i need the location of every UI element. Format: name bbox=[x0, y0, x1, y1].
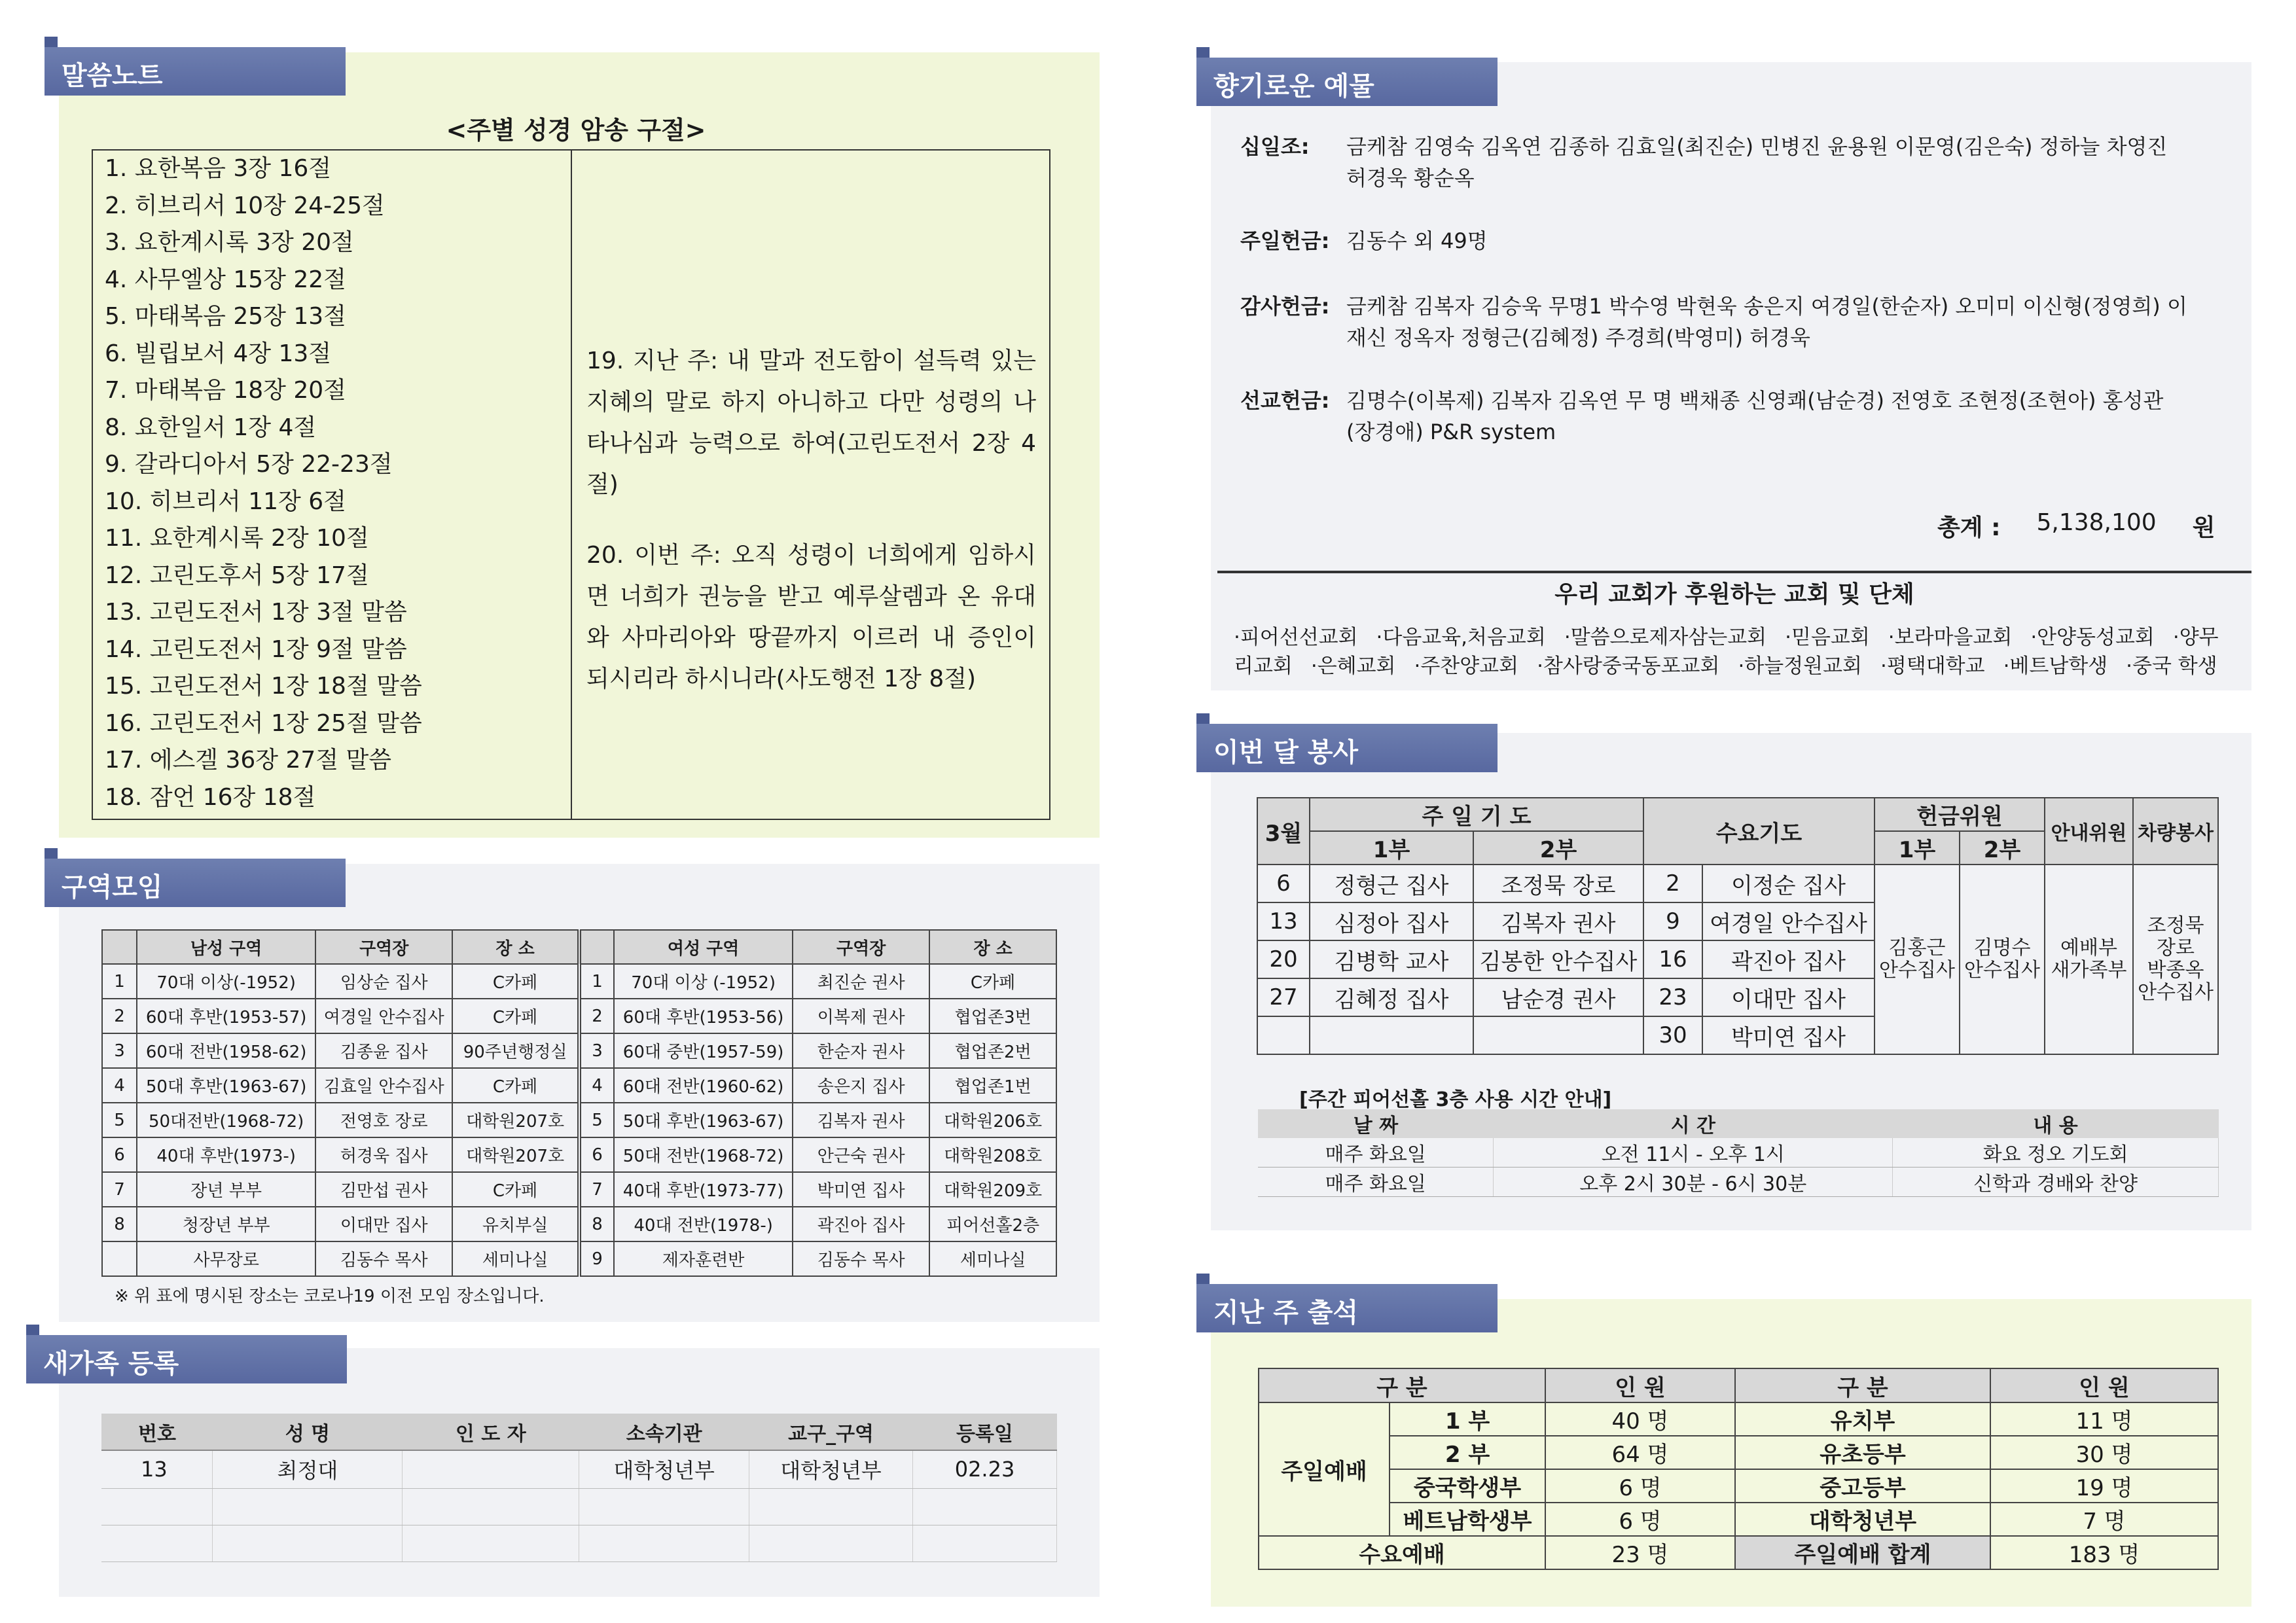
district-row bbox=[102, 1068, 1056, 1103]
att-left-cat: 중국학생부 bbox=[1390, 1469, 1545, 1503]
att-num-header: 인 원 bbox=[1545, 1368, 1735, 1402]
service-cell bbox=[1473, 1016, 1643, 1054]
verse-item: 11. 요한계시록 2장 10절 bbox=[105, 525, 369, 552]
support-item: ·베트남학생 bbox=[2003, 654, 2108, 678]
men-cell: 장년 부부 bbox=[137, 1172, 315, 1207]
wed-prayer-header: 수요기도 bbox=[1643, 798, 1874, 865]
support-item: ·하늘정원교회 bbox=[1738, 654, 1862, 678]
women-cell: 이복제 권사 bbox=[793, 999, 929, 1033]
men-cell: C카페 bbox=[452, 964, 579, 999]
district-tab: 구역모임 bbox=[45, 859, 346, 907]
verse-item: 4. 사무엘상 15장 22절 bbox=[105, 266, 346, 293]
support-item: ·주찬양교회 bbox=[1414, 654, 1519, 678]
men-cell: 김효일 안수집사 bbox=[315, 1068, 452, 1103]
total-unit: 원 bbox=[2192, 514, 2215, 541]
newcomer-empty-cell bbox=[403, 1525, 579, 1561]
women-header-cell bbox=[579, 930, 614, 964]
men-cell: 대학원207호 bbox=[452, 1103, 579, 1137]
offering-names: 금케참 김복자 김승욱 무명1 박수영 박현욱 송은지 여경일(한순자) 오미미 이신형(정영희) 이재신 정옥자 정형근(김혜정) 주경희(박영미) 허경욱 bbox=[1346, 294, 2187, 350]
women-header-cell: 구역장 bbox=[793, 930, 929, 964]
newcomer-empty-cell bbox=[579, 1525, 749, 1561]
men-cell bbox=[102, 1241, 137, 1276]
women-cell: 40대 전반(1978-) bbox=[614, 1207, 793, 1241]
men-cell: 50대전반(1968-72) bbox=[137, 1103, 315, 1137]
service-cell: 박미연 집사 bbox=[1702, 1016, 1874, 1054]
offering-names: 김동수 외 49명 bbox=[1346, 228, 1488, 253]
sunday-prayer-header: 주 일 기 도 bbox=[1310, 798, 1643, 831]
offering-total bbox=[1937, 509, 2215, 543]
newcomer-header-row bbox=[101, 1414, 1057, 1450]
district-row bbox=[102, 1033, 1056, 1068]
att-left-num: 6 명 bbox=[1545, 1503, 1735, 1536]
support-item: ·보라마을교회 bbox=[1888, 626, 2013, 649]
newcomer-header-cell: 등록일 bbox=[913, 1414, 1057, 1450]
verse-list bbox=[93, 151, 572, 819]
attendance-row bbox=[1259, 1402, 2218, 1436]
men-cell: 60대 전반(1958-62) bbox=[137, 1033, 315, 1068]
newcomer-empty-cell bbox=[749, 1488, 913, 1525]
newcomer-empty-cell bbox=[913, 1525, 1057, 1561]
service-cell: 김혜정 집사 bbox=[1310, 978, 1473, 1016]
women-cell: 협업존2번 bbox=[929, 1033, 1056, 1068]
verse-item: 6. 빌립보서 4장 13절 bbox=[105, 340, 332, 367]
support-item: ·참사랑중국동포교회 bbox=[1537, 654, 1720, 678]
women-cell: 1 bbox=[579, 964, 614, 999]
offering-1bu-header: 1부 bbox=[1874, 831, 1960, 865]
men-cell: 60대 후반(1953-57) bbox=[137, 999, 315, 1033]
att-right-num: 11 명 bbox=[1990, 1402, 2218, 1436]
support-line-1 bbox=[1234, 620, 2237, 650]
support-item: ·중국 학생 bbox=[2126, 654, 2217, 678]
newcomer-empty-cell bbox=[749, 1525, 913, 1561]
women-cell: 60대 중반(1957-59) bbox=[614, 1033, 793, 1068]
verse-item: 16. 고린도전서 1장 25절 말씀 bbox=[105, 709, 422, 737]
women-cell: 3 bbox=[579, 1033, 614, 1068]
offering-label: 주일헌금: bbox=[1240, 228, 1330, 253]
verse-item: 3. 요한계시록 3장 20절 bbox=[105, 229, 354, 256]
newcomer-row bbox=[101, 1450, 1057, 1488]
verse-item: 15. 고린도전서 1장 18절 말씀 bbox=[105, 673, 422, 700]
women-header-cell: 장 소 bbox=[929, 930, 1056, 964]
women-cell: 협업존3번 bbox=[929, 999, 1056, 1033]
men-cell: 90주년행정실 bbox=[452, 1033, 579, 1068]
verse-box bbox=[92, 149, 1050, 820]
hall-title: [주간 피어선홀 3층 사용 시간 안내] bbox=[1299, 1088, 1612, 1111]
verse-item: 14. 고린도전서 1장 9절 말씀 bbox=[105, 635, 407, 663]
men-cell: 70대 이상(-1952) bbox=[137, 964, 315, 999]
verse-item: 9. 갈라디아서 5장 22-23절 bbox=[105, 451, 393, 478]
offering-list bbox=[1240, 131, 2191, 479]
men-cell: 이대만 집사 bbox=[315, 1207, 452, 1241]
service-cell: 조정묵 장로 bbox=[1473, 865, 1643, 902]
men-cell: 여경일 안수집사 bbox=[315, 999, 452, 1033]
service-cell: 9 bbox=[1643, 902, 1702, 940]
men-cell: 1 bbox=[102, 964, 137, 999]
women-cell: 안근숙 권사 bbox=[793, 1137, 929, 1172]
men-cell: 청장년 부부 bbox=[137, 1207, 315, 1241]
women-cell: 곽진아 집사 bbox=[793, 1207, 929, 1241]
men-cell: 허경욱 집사 bbox=[315, 1137, 452, 1172]
men-cell: 대학원207호 bbox=[452, 1137, 579, 1172]
men-cell: 전영호 장로 bbox=[315, 1103, 452, 1137]
men-cell: 세미나실 bbox=[452, 1241, 579, 1276]
men-cell: C카페 bbox=[452, 1172, 579, 1207]
verse-item: 7. 마태복음 18장 20절 bbox=[105, 377, 346, 404]
women-cell: 최진순 권사 bbox=[793, 964, 929, 999]
car-service-header: 차량봉사 bbox=[2133, 798, 2218, 865]
support-item: ·은혜교회 bbox=[1310, 654, 1396, 678]
newcomer-header-cell: 성 명 bbox=[213, 1414, 403, 1450]
support-item: ·말씀으로제자삼는교회 bbox=[1564, 626, 1767, 649]
women-cell: 4 bbox=[579, 1068, 614, 1103]
service-cell: 김병학 교사 bbox=[1310, 940, 1473, 978]
women-cell: 8 bbox=[579, 1207, 614, 1241]
men-header-cell: 남성 구역 bbox=[137, 930, 315, 964]
offering-label: 선교헌금: bbox=[1240, 388, 1330, 413]
women-cell: 50대 전반(1968-72) bbox=[614, 1137, 793, 1172]
newcomer-cell: 13 bbox=[101, 1450, 213, 1488]
verse-item: 1. 요한복음 3장 16절 bbox=[105, 155, 332, 182]
support-title: 우리 교회가 후원하는 교회 및 단체 bbox=[1554, 581, 1914, 608]
district-row bbox=[102, 964, 1056, 999]
hall-header-row bbox=[1258, 1109, 2219, 1138]
newcomer-empty-cell bbox=[579, 1488, 749, 1525]
newcomer-empty-cell bbox=[913, 1488, 1057, 1525]
attendance-row bbox=[1259, 1469, 2218, 1503]
total-value: 5,138,100 bbox=[2036, 509, 2157, 536]
men-cell: 3 bbox=[102, 1033, 137, 1068]
service-cell: 이정순 집사 bbox=[1702, 865, 1874, 902]
att-cat-header-2: 구 분 bbox=[1735, 1368, 1990, 1402]
att-num-header-2: 인 원 bbox=[1990, 1368, 2218, 1402]
newcomer-empty-cell bbox=[403, 1488, 579, 1525]
this-week-verse: 20. 이번 주: 오직 성령이 너희에게 임하시면 너희가 권능을 받고 예루살렘과 온 유대와 사마리아와 땅끝까지 이르러 내 증인이 되시리라 하시니라(사도행전 1장 8절) bbox=[586, 542, 1036, 692]
hall-cell: 화요 정오 기도회 bbox=[1893, 1138, 2219, 1168]
att-right-cat: 대학청년부 bbox=[1735, 1503, 1990, 1536]
service-row bbox=[1257, 865, 2218, 902]
hall-cell: 매주 화요일 bbox=[1258, 1138, 1494, 1168]
offering-row bbox=[1240, 385, 2191, 448]
support-item: ·믿음교회 bbox=[1785, 626, 1870, 649]
att-right-cat: 유치부 bbox=[1735, 1402, 1990, 1436]
newcomer-header-cell: 교구_구역 bbox=[749, 1414, 913, 1450]
support-item: ·다음교육,처음교회 bbox=[1376, 626, 1546, 649]
hall-row bbox=[1258, 1138, 2219, 1168]
newcomer-cell: 02.23 bbox=[913, 1450, 1057, 1488]
hall-cell: 신학과 경배와 찬양 bbox=[1893, 1168, 2219, 1197]
offering-label: 십일조: bbox=[1240, 134, 1310, 159]
service-merged-off2: 김명수 안수집사 bbox=[1960, 865, 2045, 1054]
attendance-header-row bbox=[1259, 1368, 2218, 1402]
hall-cell: 오후 2시 30분 - 6시 30분 bbox=[1494, 1168, 1893, 1197]
support-line-2 bbox=[1234, 649, 2236, 679]
women-cell: 박미연 집사 bbox=[793, 1172, 929, 1207]
men-cell: C카페 bbox=[452, 999, 579, 1033]
att-left-num: 40 명 bbox=[1545, 1402, 1735, 1436]
women-cell: 세미나실 bbox=[929, 1241, 1056, 1276]
support-item: ·평택대학교 bbox=[1880, 654, 1985, 678]
men-cell: 7 bbox=[102, 1172, 137, 1207]
offering-2bu-header: 2부 bbox=[1960, 831, 2045, 865]
offering-committee-header: 헌금위원 bbox=[1874, 798, 2045, 831]
hall-cell: 오전 11시 - 오후 1시 bbox=[1494, 1138, 1893, 1168]
women-cell: 대학원208호 bbox=[929, 1137, 1056, 1172]
verse-text bbox=[572, 151, 1049, 819]
service-month-header: 3월 bbox=[1257, 798, 1310, 865]
att-right-cat: 유초등부 bbox=[1735, 1436, 1990, 1469]
newcomer-empty-cell bbox=[101, 1525, 213, 1561]
men-header-cell bbox=[102, 930, 137, 964]
women-cell: 50대 후반(1963-67) bbox=[614, 1103, 793, 1137]
newcomer-header-cell: 번호 bbox=[101, 1414, 213, 1450]
total-label: 총계 : bbox=[1937, 514, 2001, 541]
newcomer-empty-row bbox=[101, 1488, 1057, 1525]
service-cell: 30 bbox=[1643, 1016, 1702, 1054]
hall-header-cell: 날 짜 bbox=[1353, 1115, 1399, 1137]
district-row bbox=[102, 1241, 1056, 1276]
offering-tab: 향기로운 예물 bbox=[1196, 58, 1498, 106]
women-cell: C카페 bbox=[929, 964, 1056, 999]
men-cell: 김동수 목사 bbox=[315, 1241, 452, 1276]
men-cell: 유치부실 bbox=[452, 1207, 579, 1241]
service-merged-off1: 김홍근 안수집사 bbox=[1874, 865, 1960, 1054]
service-cell: 23 bbox=[1643, 978, 1702, 1016]
service-cell: 여경일 안수집사 bbox=[1702, 902, 1874, 940]
men-cell: 40대 후반(1973-) bbox=[137, 1137, 315, 1172]
support-item: ·안양동성교회 bbox=[2030, 626, 2155, 649]
service-cell: 김봉한 안수집사 bbox=[1473, 940, 1643, 978]
attendance-tab: 지난 주 출석 bbox=[1196, 1284, 1498, 1332]
men-cell: 6 bbox=[102, 1137, 137, 1172]
women-cell: 대학원209호 bbox=[929, 1172, 1056, 1207]
district-table bbox=[101, 929, 1057, 1277]
service-cell: 20 bbox=[1257, 940, 1310, 978]
service-cell: 16 bbox=[1643, 940, 1702, 978]
support-divider bbox=[1217, 571, 2251, 573]
women-cell: 피어선홀2층 bbox=[929, 1207, 1056, 1241]
women-header-cell: 여성 구역 bbox=[614, 930, 793, 964]
sermon-note-tab: 말씀노트 bbox=[45, 47, 346, 96]
verse-item: 5. 마태복음 25장 13절 bbox=[105, 303, 346, 330]
second-service-header: 2부 bbox=[1473, 831, 1643, 865]
att-right-num: 183 명 bbox=[1990, 1536, 2218, 1569]
district-row bbox=[102, 1172, 1056, 1207]
women-cell: 김복자 권사 bbox=[793, 1103, 929, 1137]
last-week-verse: 19. 지난 주: 내 말과 전도함이 설득력 있는 지혜의 말로 하지 아니하고 다만 성령의 나타나심과 능력으로 하여(고린도전서 2장 4절) bbox=[586, 348, 1036, 498]
att-left-cat: 2 부 bbox=[1390, 1436, 1545, 1469]
offering-label: 감사헌금: bbox=[1240, 294, 1330, 319]
att-left-cat: 베트남학생부 bbox=[1390, 1503, 1545, 1536]
hall-header-cell: 시 간 bbox=[1670, 1115, 1715, 1137]
newcomer-empty-row bbox=[101, 1525, 1057, 1561]
offering-row bbox=[1240, 291, 2191, 353]
women-cell: 한순자 권사 bbox=[793, 1033, 929, 1068]
service-cell: 정형근 집사 bbox=[1310, 865, 1473, 902]
women-cell: 김동수 목사 bbox=[793, 1241, 929, 1276]
offering-row bbox=[1240, 225, 2191, 257]
men-cell: 4 bbox=[102, 1068, 137, 1103]
service-cell: 심정아 집사 bbox=[1310, 902, 1473, 940]
service-merged-usher: 예배부 새가족부 bbox=[2045, 865, 2133, 1054]
district-row bbox=[102, 1207, 1056, 1241]
wed-worship-num: 23 명 bbox=[1545, 1536, 1735, 1569]
service-cell bbox=[1310, 1016, 1473, 1054]
attendance-table bbox=[1258, 1368, 2219, 1570]
att-right-cat: 주일예배 합계 bbox=[1735, 1536, 1990, 1569]
men-header-cell: 구역장 bbox=[315, 930, 452, 964]
verse-item: 2. 히브리서 10장 24-25절 bbox=[105, 192, 385, 219]
women-cell: 2 bbox=[579, 999, 614, 1033]
women-cell: 60대 후반(1953-56) bbox=[614, 999, 793, 1033]
support-item: ·양무 bbox=[2172, 626, 2219, 649]
att-left-num: 64 명 bbox=[1545, 1436, 1735, 1469]
service-cell: 곽진아 집사 bbox=[1702, 940, 1874, 978]
newcomer-header-cell: 인 도 자 bbox=[403, 1414, 579, 1450]
offering-names: 금케참 김영숙 김옥연 김종하 김효일(최진순) 민병진 윤용원 이문영(김은숙) 정하늘 차영진 허경욱 황순옥 bbox=[1346, 134, 2168, 190]
service-cell: 남순경 권사 bbox=[1473, 978, 1643, 1016]
verse-item: 8. 요한일서 1장 4절 bbox=[105, 414, 317, 441]
women-cell: 협업존1번 bbox=[929, 1068, 1056, 1103]
women-cell: 40대 후반(1973-77) bbox=[614, 1172, 793, 1207]
newcomer-tab: 새가족 등록 bbox=[26, 1335, 347, 1383]
newcomer-table bbox=[101, 1414, 1057, 1562]
att-left-cat: 1 부 bbox=[1390, 1402, 1545, 1436]
men-cell: C카페 bbox=[452, 1068, 579, 1103]
verse-item: 12. 고린도후서 5장 17절 bbox=[105, 562, 369, 589]
service-tab: 이번 달 봉사 bbox=[1196, 724, 1498, 772]
offering-names: 김명수(이복제) 김복자 김옥연 무 명 백채종 신영쾌(남순경) 전영호 조현정(조현아) 홍성관(장경애) P&R system bbox=[1346, 388, 2164, 444]
newcomer-cell: 대학청년부 bbox=[749, 1450, 913, 1488]
service-cell: 김복자 권사 bbox=[1473, 902, 1643, 940]
women-cell: 송은지 집사 bbox=[793, 1068, 929, 1103]
attendance-row bbox=[1259, 1536, 2218, 1569]
service-cell: 27 bbox=[1257, 978, 1310, 1016]
usher-header: 안내위원 bbox=[2045, 798, 2133, 865]
att-left-num: 6 명 bbox=[1545, 1469, 1735, 1503]
service-merged-car: 조정묵 장로 박종옥 안수집사 bbox=[2133, 865, 2218, 1054]
service-cell: 2 bbox=[1643, 865, 1702, 902]
att-right-num: 30 명 bbox=[1990, 1436, 2218, 1469]
verse-item: 10. 히브리서 11장 6절 bbox=[105, 488, 346, 515]
service-cell: 이대만 집사 bbox=[1702, 978, 1874, 1016]
men-cell: 사무장로 bbox=[137, 1241, 315, 1276]
men-cell: 임상순 집사 bbox=[315, 964, 452, 999]
sunday-worship-label: 주일예배 bbox=[1259, 1402, 1390, 1536]
verse-item: 13. 고린도전서 1장 3절 말씀 bbox=[105, 599, 407, 626]
hall-table bbox=[1258, 1109, 2219, 1197]
first-service-header: 1부 bbox=[1310, 831, 1473, 865]
wed-worship-label: 수요예배 bbox=[1259, 1536, 1545, 1569]
newcomer-header-cell: 소속기관 bbox=[579, 1414, 749, 1450]
women-cell: 7 bbox=[579, 1172, 614, 1207]
hall-header-cell: 내 용 bbox=[2033, 1115, 2078, 1137]
district-row bbox=[102, 1137, 1056, 1172]
service-cell bbox=[1257, 1016, 1310, 1054]
women-cell: 대학원206호 bbox=[929, 1103, 1056, 1137]
women-cell: 제자훈련반 bbox=[614, 1241, 793, 1276]
women-cell: 70대 이상 (-1952) bbox=[614, 964, 793, 999]
women-cell: 9 bbox=[579, 1241, 614, 1276]
attendance-row bbox=[1259, 1436, 2218, 1469]
women-cell: 5 bbox=[579, 1103, 614, 1137]
district-row bbox=[102, 999, 1056, 1033]
newcomer-cell bbox=[403, 1450, 579, 1488]
men-cell: 김종윤 집사 bbox=[315, 1033, 452, 1068]
service-cell: 6 bbox=[1257, 865, 1310, 902]
att-right-num: 19 명 bbox=[1990, 1469, 2218, 1503]
men-cell: 50대 후반(1963-67) bbox=[137, 1068, 315, 1103]
men-cell: 김만섭 권사 bbox=[315, 1172, 452, 1207]
men-cell: 2 bbox=[102, 999, 137, 1033]
att-cat-header: 구 분 bbox=[1259, 1368, 1545, 1402]
att-right-cat: 중고등부 bbox=[1735, 1469, 1990, 1503]
service-cell: 13 bbox=[1257, 902, 1310, 940]
verse-title: <주별 성경 암송 구절> bbox=[446, 116, 706, 145]
newcomer-empty-cell bbox=[213, 1488, 403, 1525]
district-note: ※ 위 표에 명시된 장소는 코로나19 이전 모임 장소입니다. bbox=[115, 1287, 545, 1306]
service-table bbox=[1257, 797, 2219, 1055]
support-item: ·피어선선교회 bbox=[1234, 626, 1358, 649]
district-row bbox=[102, 1103, 1056, 1137]
hall-cell: 매주 화요일 bbox=[1258, 1168, 1494, 1197]
newcomer-empty-cell bbox=[213, 1525, 403, 1561]
men-cell: 5 bbox=[102, 1103, 137, 1137]
newcomer-cell: 대학청년부 bbox=[579, 1450, 749, 1488]
women-cell: 60대 전반(1960-62) bbox=[614, 1068, 793, 1103]
verse-item: 18. 잠언 16장 18절 bbox=[105, 783, 316, 811]
support-item: 리교회 bbox=[1234, 654, 1293, 678]
verse-item: 17. 에스겔 36장 27절 말씀 bbox=[105, 747, 392, 774]
hall-row bbox=[1258, 1168, 2219, 1197]
newcomer-cell: 최정대 bbox=[213, 1450, 403, 1488]
men-header-cell: 장 소 bbox=[452, 930, 579, 964]
women-cell: 6 bbox=[579, 1137, 614, 1172]
newcomer-empty-cell bbox=[101, 1488, 213, 1525]
offering-row bbox=[1240, 131, 2191, 194]
att-right-num: 7 명 bbox=[1990, 1503, 2218, 1536]
men-cell: 8 bbox=[102, 1207, 137, 1241]
attendance-row bbox=[1259, 1503, 2218, 1536]
